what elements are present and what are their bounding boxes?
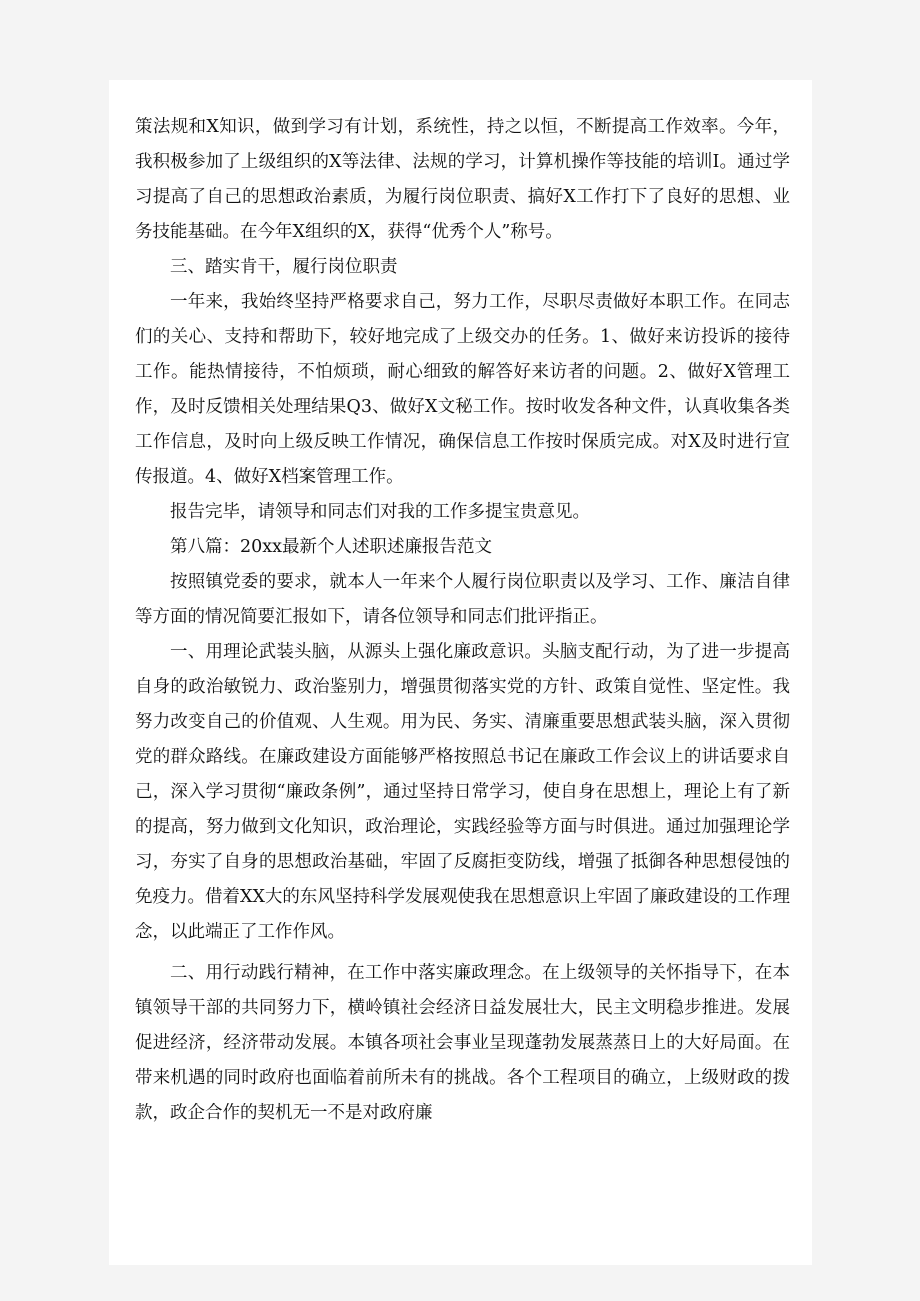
paragraph-action: 二、用行动践行精神，在工作中落实廉政理念。在上级领导的关怀指导下，在本镇领导干部的共同努力下，横岭镇社会经济日益发展壮大，民主文明稳步推进。发展促进经济，经济带动发展。本镇各项社会事业呈现蓬勃发展蒸蒸日上的大好局面。在带来机遇的同时政府也面临着前所未有的挑战。各个工程项目的确立，上级财政的拨款，政企合作的契机无一不是对政府廉 [135,963,790,1123]
document-body [135,110,790,1131]
article-title-eight: 第八篇：20xx最新个人述职述廉报告范文 [170,537,493,557]
paragraph-study-continuation: 策法规和X知识，做到学习有计划，系统性，持之以恒，不断提高工作效率。今年，我积极参加了上级组织的X等法律、法规的学习，计算机操作等技能的培训I。通过学习提高了自己的思想政治素质，为履行岗位职责、搞好X工作打下了良好的思想、业务技能基础。在今年X组织的X，获得“优秀个人”称号。 [135,117,790,242]
paragraph-theory: 一、用理论武装头脑，从源头上强化廉政意识。头脑支配行动，为了进一步提高自身的政治敏锐力、政治鉴别力，增强贯彻落实党的方针、政策自觉性、坚定性。我努力改变自己的价值观、人生观。用为民、务实、清廉重要思想武装头脑，深入贯彻党的群众路线。在廉政建设方面能够严格按照总书记在廉政工作会议上的讲话要求自己，深入学习贯彻“廉政条例”，通过坚持日常学习，使自身在思想上，理论上有了新的提高，努力做到文化知识，政治理论，实践经验等方面与时俱进。通过加强理论学习，夯实了自身的思想政治基础，牢固了反腐拒变防线，增强了抵御各种思想侵蚀的免疫力。借着XX大的东风坚持科学发展观使我在思想意识上牢固了廉政建设的工作理念，以此端正了工作作风。 [135,642,790,942]
section-heading-three: 三、踏实肯干，履行岗位职责 [170,257,398,277]
paragraph-closing-remark: 报告完毕，请领导和同志们对我的工作多提宝贵意见。 [170,502,590,522]
paragraph-duties: 一年来，我始终坚持严格要求自己，努力工作，尽职尽责做好本职工作。在同志们的关心、支持和帮助下，较好地完成了上级交办的任务。1、做好来访投诉的接待工作。能热情接待，不怕烦琐，耐心细致的解答好来访者的问题。2、做好X管理工作，及时反馈相关处理结果Q3、做好X文秘工作。按时收发各种文件，认真收集各类工作信息，及时向上级反映工作情况，确保信息工作按时保质完成。对X及时进行宣传报道。4、做好X档案管理工作。 [135,292,790,487]
document-page [109,80,812,1265]
paragraph-intro: 按照镇党委的要求，就本人一年来个人履行岗位职责以及学习、工作、廉洁自律等方面的情况简要汇报如下，请各位领导和同志们批评指正。 [135,572,790,627]
